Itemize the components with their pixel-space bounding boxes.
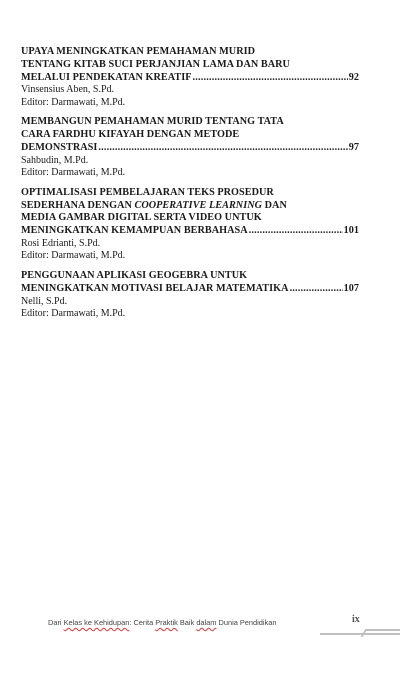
footer-text: : Cerita	[129, 618, 156, 627]
dot-leader	[290, 283, 343, 296]
page-number[interactable]: 92	[348, 71, 359, 83]
author: Rosi Edrianti, S.Pd.	[21, 237, 101, 249]
footer-rule-accent	[366, 629, 400, 631]
editor: Editor: Darmawati, M.Pd.	[21, 96, 126, 108]
title-line: MEMBANGUN PEMAHAMAN MURID TENTANG TATA	[21, 116, 284, 128]
page-number[interactable]: 101	[343, 225, 359, 237]
dot-leader	[98, 142, 347, 155]
title-line: MEDIA GAMBAR DIGITAL SERTA VIDEO UNTUK	[21, 212, 262, 224]
editor: Editor: Darmawati, M.Pd.	[21, 167, 126, 179]
toc-entry[interactable]	[21, 187, 359, 263]
footer-text: Dari	[48, 618, 64, 627]
toc-entry[interactable]	[21, 46, 359, 109]
footer-rule	[320, 633, 400, 635]
title-line-mixed	[21, 200, 359, 213]
title-line: CARA FARDHU KIFAYAH DENGAN METODE	[21, 129, 240, 141]
title-leader-line	[21, 72, 359, 85]
title-italic-text: COOPERATIVE LEARNING	[134, 199, 263, 211]
editor: Editor: Darmawati, M.Pd.	[21, 250, 126, 262]
entry-title	[21, 46, 359, 84]
footer-text: Dunia Pendidikan	[216, 618, 277, 627]
title-line: TENTANG KITAB SUCI PERJANJIAN LAMA DAN BARU	[21, 58, 290, 70]
running-footer	[48, 618, 276, 627]
page-number[interactable]: 107	[343, 282, 359, 294]
dot-leader	[249, 225, 343, 238]
title-line: OPTIMALISASI PEMBELAJARAN TEKS PROSEDUR	[21, 186, 274, 198]
footer-text: dalam	[196, 618, 217, 627]
title-leader-line	[21, 283, 359, 296]
footer-text: Praktik	[155, 618, 178, 627]
dot-leader	[193, 72, 348, 85]
title-text: DAN	[262, 199, 287, 211]
footer-text: Baik	[177, 618, 197, 627]
title-line: UPAYA MENINGKATKAN PEMAHAMAN MURID	[21, 46, 256, 57]
entry-title	[21, 116, 359, 154]
title-line: MENINGKATKAN KEMAMPUAN BERBAHASA	[21, 225, 248, 237]
toc-entry[interactable]	[21, 116, 359, 179]
title-leader-line	[21, 142, 359, 155]
title-line: DEMONSTRASI	[21, 141, 98, 153]
author: Sahbudin, M.Pd.	[21, 154, 89, 166]
page-number[interactable]: 97	[348, 141, 359, 153]
footer-text: Kelas ke Kehidupan	[63, 618, 130, 627]
title-leader-line	[21, 225, 359, 238]
title-text: SEDERHANA DENGAN	[21, 199, 135, 211]
toc-entry[interactable]	[21, 270, 359, 321]
entry-title	[21, 187, 359, 238]
author: Vinsensius Aben, S.Pd.	[21, 84, 115, 96]
footer-page-number: ix	[352, 614, 360, 625]
table-of-contents	[21, 46, 359, 328]
entry-title	[21, 270, 359, 296]
editor: Editor: Darmawati, M.Pd.	[21, 308, 126, 320]
title-line: MELALUI PENDEKATAN KREATIF	[21, 71, 192, 83]
author: Nelli, S.Pd.	[21, 295, 68, 307]
title-line: MENINGKATKAN MOTIVASI BELAJAR MATEMATIKA	[21, 282, 289, 294]
title-line: PENGGUNAAN APLIKASI GEOGEBRA UNTUK	[21, 269, 248, 281]
